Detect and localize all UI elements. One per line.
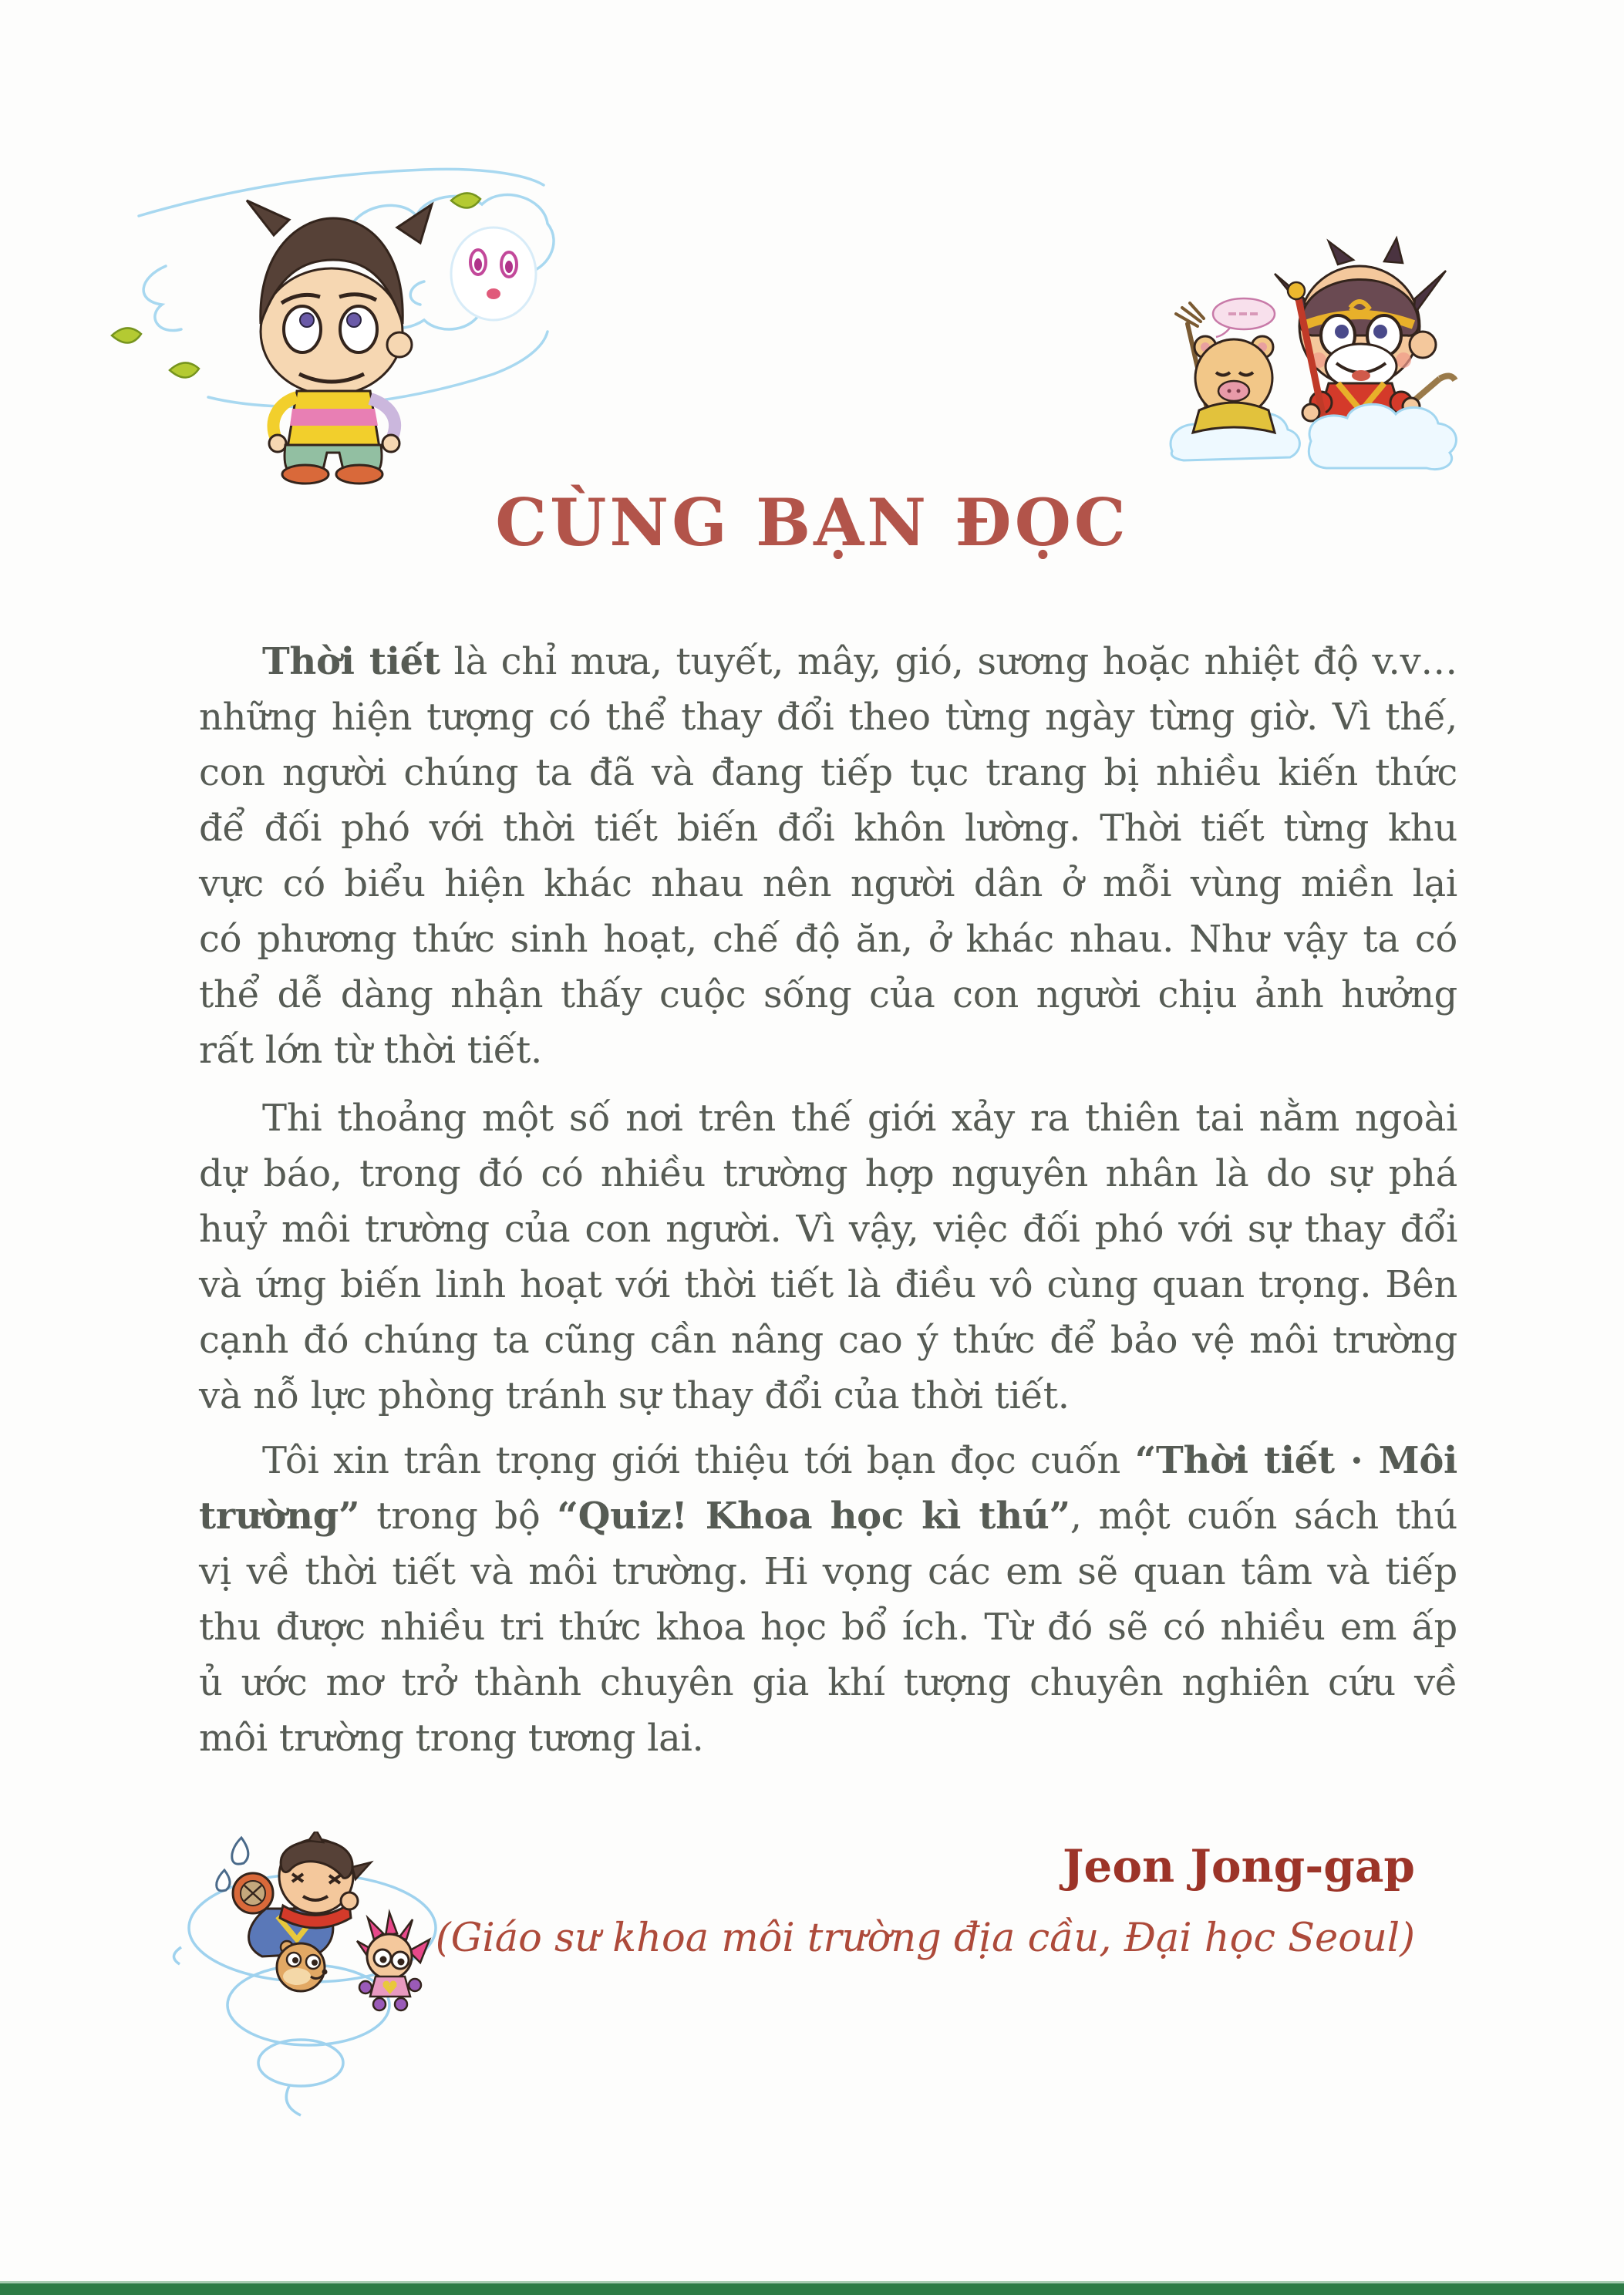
paragraph-line: và ứng biến linh hoạt với thời tiết là điều vô cùng quan trọng. Bên (199, 1263, 1457, 1306)
pig-icon (1193, 336, 1275, 433)
paragraph-line: Thời tiết là chỉ mưa, tuyết, mây, gió, sương hoặc nhiệt độ v.v… (262, 640, 1457, 683)
monkey-king-and-pig-illustration-icon (1153, 227, 1477, 474)
ghost-icon (451, 227, 536, 320)
paragraph-line: con người chúng ta đã và đang tiếp tục trang bị nhiều kiến thức (199, 751, 1457, 794)
paragraph-line: vị về thời tiết và môi trường. Hi vọng các em sẽ quan tâm và tiếp (199, 1550, 1457, 1593)
boy-icon (247, 201, 432, 484)
paragraph-line: vực có biểu hiện khác nhau nên người dân ở mỗi vùng miền lại (199, 862, 1457, 905)
paragraph-disasters-environment (199, 1090, 1457, 1424)
tumbling-boy-icon (233, 1832, 371, 1956)
boy-in-wind-illustration-icon (93, 143, 555, 490)
page-title: CÙNG BẠN ĐỌC (495, 484, 1129, 561)
paragraph-line: có phương thức sinh hoạt, chế độ ăn, ở khác nhau. Như vậy ta có (199, 918, 1457, 961)
paragraph-line: Thi thoảng một số nơi trên thế giới xảy ra thiên tai nằm ngoài (262, 1097, 1457, 1140)
paragraph-line: những hiện tượng có thể thay đổi theo từng ngày từng giờ. Vì thế, (199, 696, 1457, 739)
paragraph-line: dự báo, trong đó có nhiều trường hợp nguyên nhân là do sự phá (199, 1152, 1457, 1195)
paragraph-line: huỷ môi trường của con người. Vì vậy, việc đối phó với sự thay đổi (199, 1208, 1457, 1251)
author-affiliation: (Giáo sư khoa môi trường địa cầu, Đại học Seoul) (435, 1916, 1415, 1961)
paragraph-line: rất lớn từ thời tiết. (199, 1029, 542, 1072)
paragraph-line: cạnh đó chúng ta cũng cần nâng cao ý thức để bảo vệ môi trường (199, 1319, 1457, 1362)
paragraph-line: và nỗ lực phòng tránh sự thay đổi của thời tiết. (199, 1374, 1070, 1417)
paragraph-line: môi trường trong tương lai. (199, 1717, 704, 1760)
whirlwind-boy-illustration-icon (150, 1832, 474, 2125)
bottom-green-band (0, 2281, 1624, 2295)
paragraph-line: thể dễ dàng nhận thấy cuộc sống của con người chịu ảnh hưởng (199, 973, 1457, 1016)
speech-bubble-icon (1213, 298, 1275, 337)
doll-icon (357, 1912, 430, 2010)
paragraph-line: thu được nhiều tri thức khoa học bổ ích. Từ đó sẽ có nhiều em ấp (199, 1606, 1457, 1649)
paragraph-book-introduction (199, 1433, 1457, 1766)
paragraph-line: trường” trong bộ “Quiz! Khoa học kì thú”, một cuốn sách thú (199, 1495, 1457, 1538)
paragraph-line: để đối phó với thời tiết biến đổi khôn lường. Thời tiết từng khu (199, 807, 1457, 850)
paragraph-weather-intro (199, 634, 1457, 1078)
paragraph-line: Tôi xin trân trọng giới thiệu tới bạn đọc cuốn “Thời tiết · Môi (262, 1439, 1457, 1482)
paragraph-line: ủ ước mơ trở thành chuyên gia khí tượng chuyên nghiên cứu về (199, 1661, 1457, 1704)
author-signature: Jeon Jong-gap (1062, 1840, 1415, 1892)
